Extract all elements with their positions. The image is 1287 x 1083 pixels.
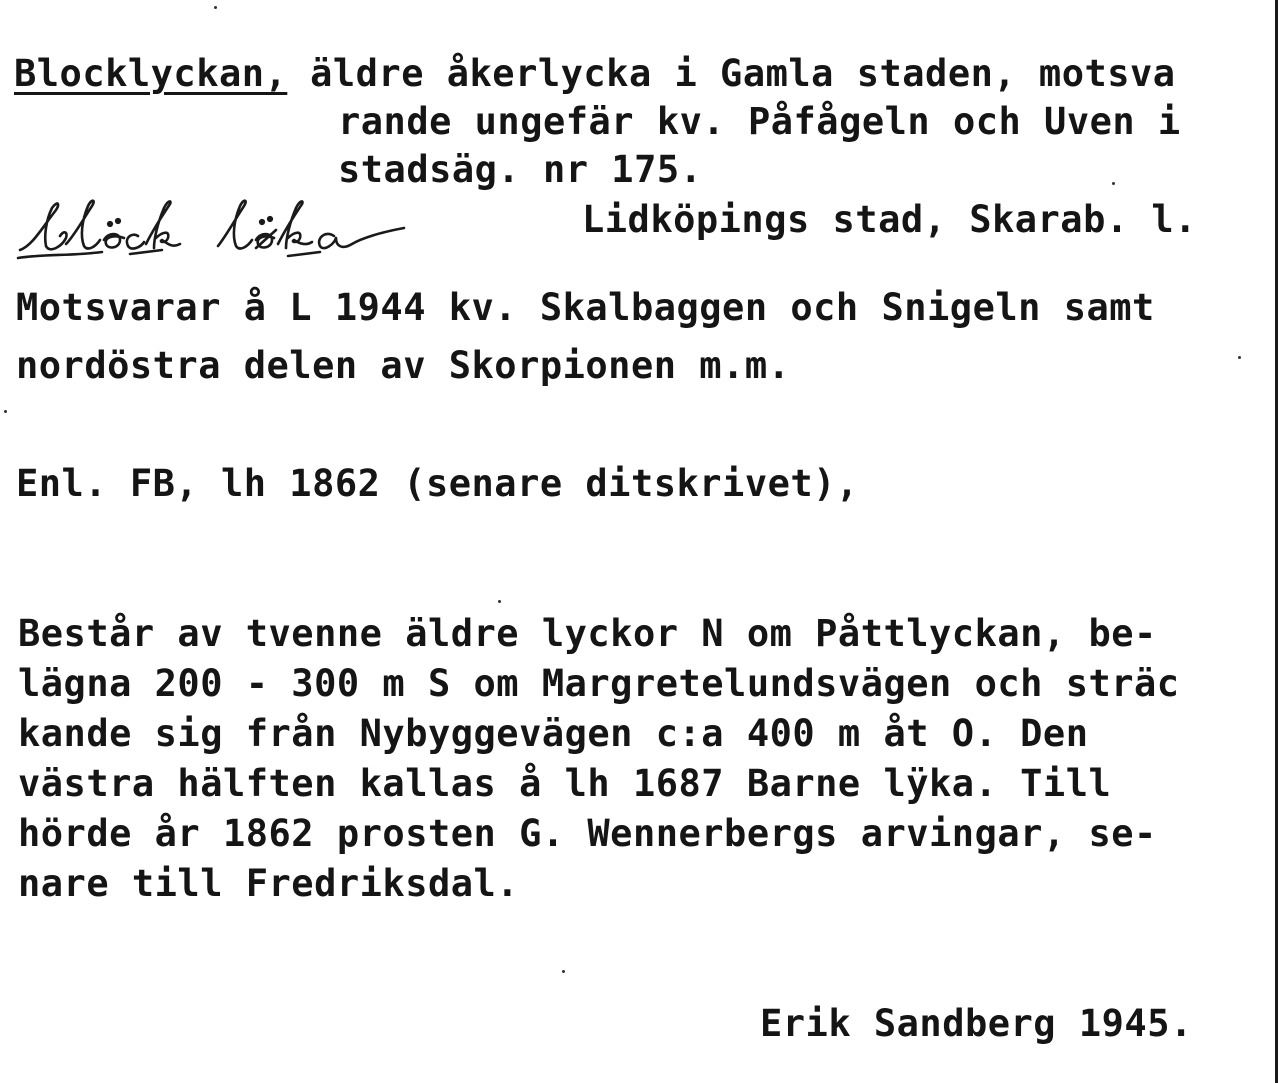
scan-speck (4, 410, 7, 413)
description-line-1: Består av tvenne äldre lyckor N om Påttlyckan, be- (18, 612, 1157, 655)
description-line-6: nare till Fredriksdal. (18, 862, 520, 905)
headword: Blocklyckan, (14, 52, 288, 95)
correspondence-line-2: nordöstra delen av Skorpionen m.m. (16, 344, 791, 387)
scan-speck (1112, 182, 1115, 185)
scan-speck (1238, 356, 1241, 359)
card-right-edge (1275, 0, 1278, 1083)
scan-speck (498, 600, 501, 603)
source-line: Enl. FB, lh 1862 (senare ditskrivet), (16, 462, 859, 505)
author-signature: Erik Sandberg 1945. (760, 1002, 1193, 1045)
description-line-4: västra hälften kallas å lh 1687 Barne lÿka. Till (18, 762, 1112, 805)
intro-line-2: rande ungefär kv. Påfågeln och Uven i (338, 100, 1181, 143)
correspondence-line-1: Motsvarar å L 1944 kv. Skalbaggen och Snigeln samt (16, 286, 1155, 329)
handwritten-form-drawing (12, 188, 432, 268)
description-line-5: hörde år 1862 prosten G. Wennerbergs arvingar, se- (18, 812, 1157, 855)
scan-speck (562, 970, 565, 973)
description-line-3: kande sig från Nybyggevägen c:a 400 m åt O. Den (18, 712, 1089, 755)
intro-line-1 (14, 52, 1176, 96)
description-line-2: lägna 200 - 300 m S om Margretelundsvägen och sträc (18, 662, 1180, 705)
intro-line-3: stadsäg. nr 175. (338, 148, 703, 191)
scan-speck (214, 6, 217, 9)
location-line: Lidköpings stad, Skarab. l. (582, 198, 1197, 241)
intro-line-1-rest: äldre åkerlycka i Gamla staden, motsva (310, 52, 1176, 95)
